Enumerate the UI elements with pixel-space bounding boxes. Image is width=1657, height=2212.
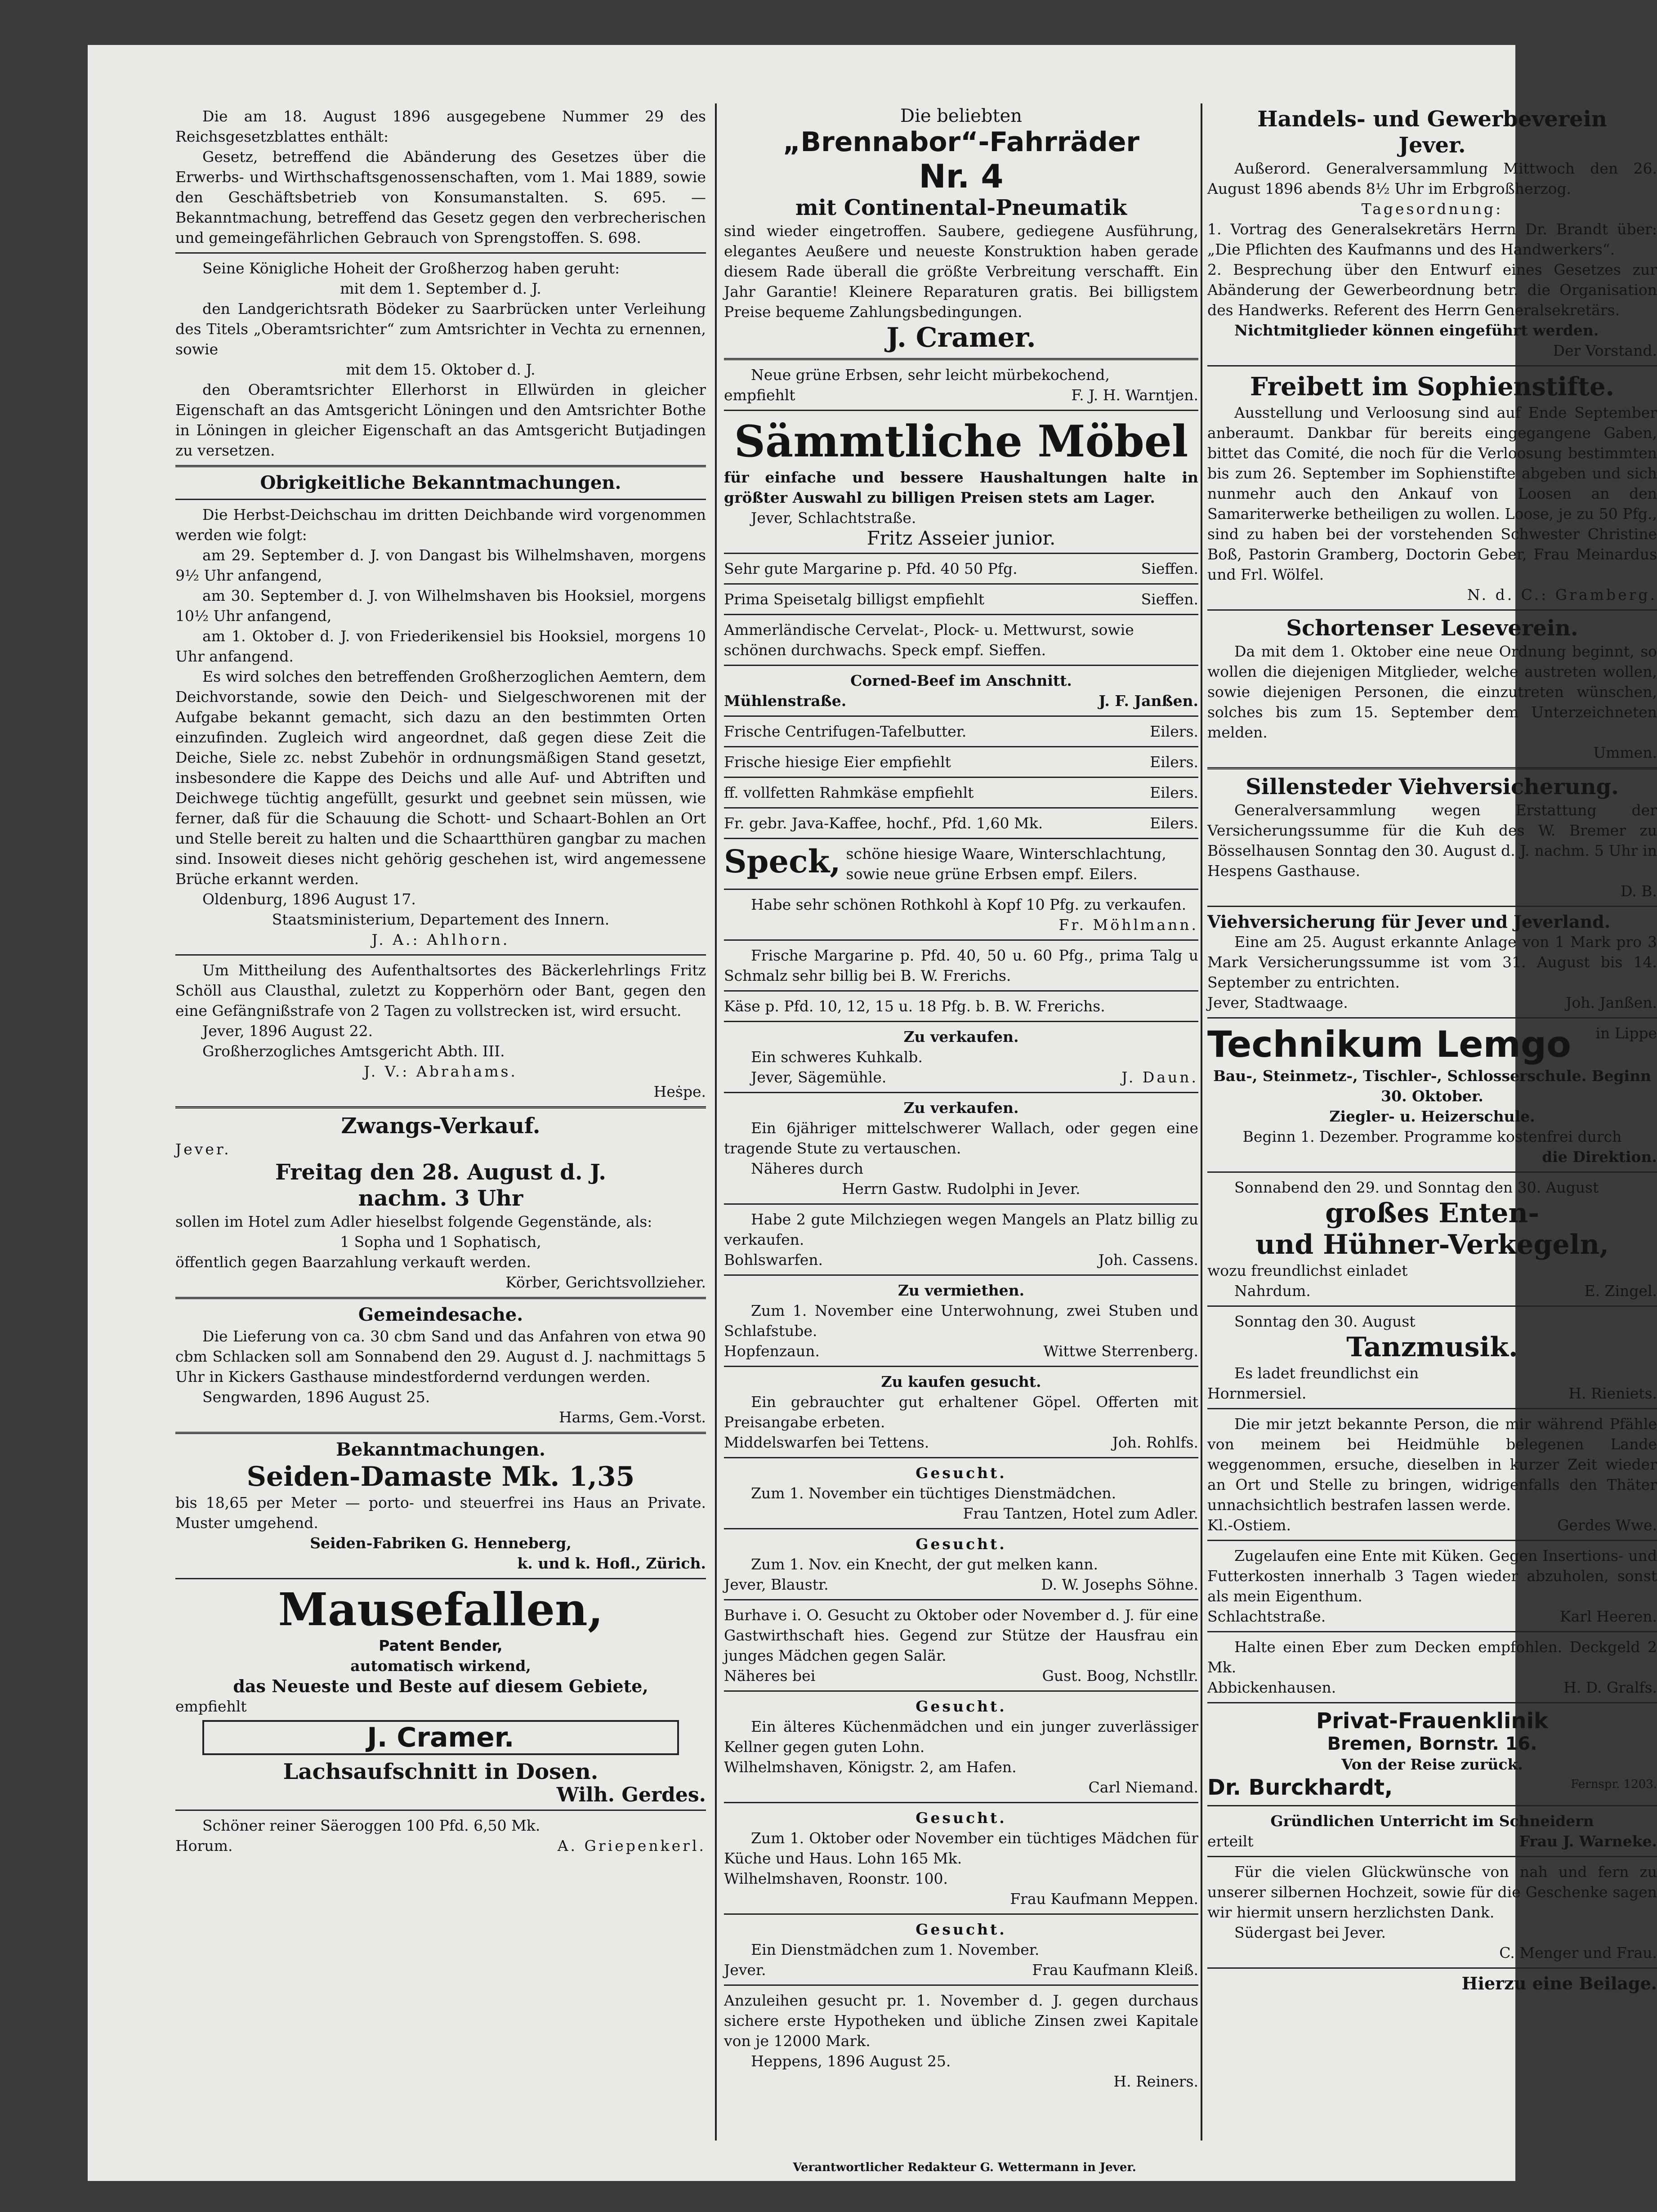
ad-calf: Zu verkaufen. Ein schweres Kuhkalb. Jever, Sägemühle. J. Daun. xyxy=(751,1028,1198,1086)
divider xyxy=(724,1913,1198,1915)
list-item: Frische Centrifugen-Tafelbutter. Eilers. xyxy=(724,723,1198,740)
ad-forced-sale: Zwangs-Verkauf. Jever. Freitag den 28. August d. J. nachm. 3 Uhr sollen im Hotel zum Adler hieselbst folgende Gegenstände, als: 1 Sopha und 1 Sophatisch, öffentlich gegen Baarzahlung verkauft werden. Körber, Gerichtsvollzieher. xyxy=(175,1113,706,1291)
divider xyxy=(724,715,1198,717)
column-3 xyxy=(1207,103,1657,2141)
ad-goats: Habe 2 gute Milchziegen wegen Mangels an Platz billig zu verkaufen. Bohlswarfen. Joh. Cassens. xyxy=(724,1211,1198,1269)
ad-furniture: Sämmtliche Möbel für einfache und bessere Haushaltungen halte in größter Auswahl zu billigen Preisen stets am Lager. Jever, Schlachtstraße. Fritz Asseier junior. xyxy=(724,416,1198,549)
ad-rye: Schöner reiner Säeroggen 100 Pfd. 6,50 Mk. Horum. A. Griepenkerl. xyxy=(175,1817,706,1855)
ad-mousetraps: Mausefallen, Patent Bender, automatisch wirkend, das Neueste und Beste auf diesem Gebiete, empfiehlt J. Cramer. xyxy=(175,1584,706,1755)
ad-dance: Sonntag den 30. August Tanzmusik. Es ladet freundlichst ein Hornmersiel. H. Rieniets. xyxy=(1207,1313,1657,1402)
divider xyxy=(1207,1967,1657,1969)
column-2 xyxy=(724,103,1198,2141)
divider xyxy=(724,838,1198,839)
list-item: Sehr gute Margarine p. Pfd. 40 50 Pfg. Sieffen. xyxy=(724,560,1198,577)
ad-cattle-insurance: Viehversicherung für Jever und Jeverland. Eine am 25. August erkannte Anlage von 1 Mark pro 3 Mark Versicherungssumme ist vom 31. August bis 14. September zu entrichten. Jever, Stadtwaage. Joh. Janßen. xyxy=(1207,912,1657,1011)
divider xyxy=(724,358,1198,360)
ads-eilers xyxy=(724,721,1198,833)
list-item: Prima Speisetalg billigst empfiehlt Sieffen. xyxy=(724,590,1198,608)
ad-wanted-2: Gesucht. Zum 1. Nov. ein Knecht, der gut melken kann. Jever, Blaustr. D. W. Josephs Söhne. xyxy=(724,1535,1198,1593)
divider xyxy=(175,1578,706,1579)
divider xyxy=(1207,609,1657,611)
divider xyxy=(1207,1305,1657,1307)
list-item: Frische Margarine p. Pfd. 40, 50 u. 60 Pfg., prima Talg u Schmalz sehr billig bei B. W. Frerichs. xyxy=(724,947,1198,984)
ad-wanted-3: Gesucht. Ein älteres Küchenmädchen und ein junger zuverlässiger Kellner gegen guten Lohn. Wilhelmshaven, Königstr. 2, am Hafen. Carl Niemand. xyxy=(724,1698,1198,1796)
divider xyxy=(1207,1702,1657,1703)
editor-footer: Verantwortlicher Redakteur G. Wettermann in Jever. xyxy=(793,2161,1136,2174)
notice-grand-duke: Seine Königliche Hoheit der Großherzog haben geruht: mit dem 1. September d. J. den Landgerichtsrath Bödeker zu Saarbrücken unter Verleihung des Titels „Oberamtsrichter“ zum Amtsrichter in Vechta zu ernennen, sowie mit dem 15. Oktober d. J. den Oberamtsrichter Ellerhorst in Ellwürden in gleicher Eigenschaft an das Amtsgericht Löningen und den Amtsrichter Bothe in Löningen in gleicher Eigenschaft an das Amtsgericht Butjadingen zu versetzen. xyxy=(175,259,706,459)
ad-reading-club: Schortenser Leseverein. Da mit dem 1. Oktober eine neue Ordnung beginnt, so wollen die diejenigen Mitglieder, welche austreten wollen, sowie diejenigen Personen, die einzutreten wünschen, solches bis zum 15. September dem Unterzeichneten melden. Ummen. xyxy=(1207,616,1657,761)
divider xyxy=(724,1021,1198,1022)
divider xyxy=(1207,1631,1657,1632)
ads-frerichs xyxy=(724,945,1198,1016)
list-item: ff. vollfetten Rahmkäse empfiehlt Eilers. xyxy=(724,784,1198,801)
ad-technikum: Technikum Lemgo in Lippe Bau-, Steinmetz-, Tischler-, Schlosserschule. Beginn 30. Oktober. Ziegler- u. Heizerschule. Beginn 1. Dezember. Programme kostenfrei durch die Direktion. xyxy=(1207,1023,1657,1166)
ads-sieffen xyxy=(724,559,1198,660)
list-item: Frische hiesige Eier empfiehlt Eilers. xyxy=(724,753,1198,771)
divider xyxy=(724,990,1198,992)
divider xyxy=(724,1366,1198,1367)
notice-whereabouts: Um Mittheilung des Aufenthaltsortes des Bäckerlehrlings Fritz Schöll aus Clausthal, zuletzt zu Kopperhörn oder Bant, gegen den eine Gefängnißstrafe von 2 Tagen zu vollstrecken ist, wird ersucht. Jever, 1896 August 22. Großherzogliches Amtsgericht Abth. III. J. V.: Abrahams. Heṡpe. xyxy=(175,961,706,1100)
divider xyxy=(724,410,1198,411)
divider xyxy=(724,777,1198,778)
ad-salmon: Lachsaufschnitt in Dosen. Wilh. Gerdes. xyxy=(283,1759,706,1806)
divider xyxy=(175,252,706,254)
ad-clinic: Privat-Frauenklinik Bremen, Bornstr. 16. Von der Reise zurück. Dr. Burckhardt, Fernspr. 1203. xyxy=(1207,1708,1657,1800)
divider xyxy=(1207,1856,1657,1857)
divider xyxy=(724,1457,1198,1458)
divider xyxy=(1207,1017,1657,1019)
divider xyxy=(724,1203,1198,1205)
ad-thanks: Für die vielen Glückwünsche von nah und fern zu unserer silbernen Hochzeit, sowie für die Geschenke sagen wir hiermit unsern herzlichsten Dank. Südergast bei Jever. C. Menger und Frau. xyxy=(1207,1863,1657,1962)
divider xyxy=(1207,1540,1657,1541)
divider xyxy=(724,1802,1198,1803)
ad-peas: Neue grüne Erbsen, sehr leicht mürbekochend, empfiehlt F. J. H. Warntjen. xyxy=(724,366,1198,404)
ad-sillenstede: Sillensteder Viehversicherung. Generalversammlung wegen Erstattung der Versicherungssumme für die Kuh des W. Bremer zu Bösselhausen Sonntag den 30. August d. J. nachm. 5 Uhr in Hespens Gasthause. D. B. xyxy=(1207,774,1657,900)
divider xyxy=(724,1984,1198,1986)
list-item: Fr. gebr. Java-Kaffee, hochf., Pfd. 1,60 Mk. Eilers. xyxy=(724,814,1198,832)
ad-bacon: Speck, schöne hiesige Waare, Winterschlachtung, sowie neue grüne Erbsen empf. Eilers. xyxy=(724,843,1166,883)
divider xyxy=(724,614,1198,615)
divider xyxy=(1207,365,1657,366)
ad-red-cabbage: Habe sehr schönen Rothkohl à Kopf 10 Pfg. zu verkaufen. Fr. Möhlmann. xyxy=(751,896,1198,934)
ad-wanted-4: Gesucht. Zum 1. Oktober oder November ein tüchtiges Mädchen für Küche und Haus. Lohn 165 Mk. Wilhelmshaven, Roonstr. 100. Frau Kaufmann Meppen. xyxy=(724,1809,1198,1908)
ad-gelding: Zu verkaufen. Ein 6jähriger mittelschwerer Wallach, oder gegen eine tragende Stute zu vertauschen. Näheres durch Herrn Gastw. Rudolphi in Jever. xyxy=(724,1099,1198,1198)
ad-wanted-1: Gesucht. Zum 1. November ein tüchtiges Dienstmädchen. Frau Tantzen, Hotel zum Adler. xyxy=(751,1464,1198,1522)
divider xyxy=(724,746,1198,747)
ad-posts: Die mir jetzt bekannte Person, die mir während Pfähle von meinem bei Heidmühle belegenen Lande weggenommen, ersuche, dieselben in kurzer Zeit wieder an Ort und Stelle zu bringen, widrigenfalls den Thäter unnachsichtlich bestrafen lassen werde. Kl.-Ostiem. Gerdes Wwe. xyxy=(1207,1415,1657,1534)
list-item: Käse p. Pfd. 10, 12, 15 u. 18 Pfg. b. B. W. Frerichs. xyxy=(724,997,1105,1015)
section-title: Obrigkeitliche Bekanntmachungen. xyxy=(260,472,621,493)
ad-silk: Bekanntmachungen. Seiden-Damaste Mk. 1,35 bis 18,65 per Meter — porto- und steuerfrei ins Haus an Private. Muster umgehend. Seiden-Fabriken G. Henneberg, k. und k. Hofl., Zürich. xyxy=(175,1439,706,1572)
ad-sophienstift: Freibett im Sophienstifte. Ausstellung und Verloosung sind auf Ende September anberaumt. Dankbar für bereits eingegangene Gaben, bittet das Comité, die noch für die Verloosung bestimmten bis zum 26. September im Sophienstifte abgeben und sich nunmehr auch den Ankauf von Loosen an den Samariterwerke betheiligen zu wollen. Loose, je zu 50 Pfg., sind zu haben bei der vorstehenden Schwester Christine Boß, Pastorin Gramberg, Doctorin Geber, Frau Meinardus und Frl. Wölfel. N. d. C.: Gramberg. xyxy=(1207,372,1657,603)
divider xyxy=(1207,1171,1657,1173)
ad-trade-association: Handels- und Gewerbeverein Jever. Außerord. Generalversammlung Mittwoch den 26. August 1896 abends 8½ Uhr im Erbgroßherzog. Tagesordnung: 1. Vortrag des Generalsekretärs Herrn Dr. Brandt über: „Die Pflichten des Kaufmanns und des Handwerkers“. 2. Besprechung über den Entwurf eines Gesetzes zur Abänderung der Gewerbeordnung betr. die Organisation des Handwerks. Referent des Herrn Generalsekretärs. Nichtmitglieder können eingeführt werden. Der Vorstand. xyxy=(1207,107,1657,359)
list-item: Ammerländische Cervelat-, Plock- u. Mettwurst, sowie schönen durchwachs. Speck empf. Sieffen. xyxy=(724,621,1134,659)
notice-authorities: Obrigkeitliche Bekanntmachungen. Die Herbst-Deichschau im dritten Deichbande wird vorgenommen werden wie folgt: am 29. September d. J. von Dangast bis Wilhelmshaven, morgens 9½ Uhr anfangend, am 30. September d. J. von Wilhelmshaven bis Hooksiel, morgens 10½ Uhr anfangend, am 1. Oktober d. J. von Friederikensiel bis Hooksiel, morgens 10 Uhr anfangend. Es wird solches den betreffenden Großherzoglichen Aemtern, dem Deichvorstande, sowie den Deich- und Sielgeschworenen mit der Aufgabe bekannt gemacht, sich dazu an den bestimmten Orten einzufinden. Zugleich wird angeordnet, daß gegen diese Zeit die Deiche, Siele zc. nebst Zubehör in ordnungsmäßigen Stand gesetzt, insbesondere die Kappe des Deichs und alle Auf- und Abtriften und Deichwege tüchtig angefüllt, gesurkt und geebnet sein müssen, wie ferner, daß für die Schauung die Schott- und Schaart-Bohlen an Ort und Stelle bereit zu halten und die Schaartthüren gangbar zu machen sind. Insoweit dieses nicht gehörig geschehen ist, wird angemessene Brüche erkannt werden. Oldenburg, 1896 August 17. Staatsministerium, Departement des Innern. J. A.: Ahlhorn. xyxy=(175,472,706,948)
ad-burhave: Burhave i. O. Gesucht zu Oktober oder November d. J. für eine Gastwirthschaft hies. Gegend zur Stütze der Hausfrau ein junges Mädchen gegen Salär. Näheres bei Gust. Boog, Nchstllr. xyxy=(724,1606,1198,1685)
ad-loan: Anzuleihen gesucht pr. 1. November d. J. gegen durchaus sichere erste Hypotheken und übliche Zinsen zwei Kapitale von je 12000 Mark. Heppens, 1896 August 25. H. Reiners. xyxy=(724,1992,1198,2090)
ad-duck: Zugelaufen eine Ente mit Küken. Gegen Insertions- und Futterkosten innerhalb 3 Tagen wieder abzuholen, sonst als mein Eigenthum. Schlachtstraße. Karl Heeren. xyxy=(1207,1547,1657,1625)
column-1 xyxy=(175,103,706,2141)
divider xyxy=(175,1810,706,1811)
divider xyxy=(175,1297,706,1299)
column-rule xyxy=(715,103,717,2141)
ad-brennabor: Die beliebten „Brennabor“-Fahrräder Nr. 4 mit Continental-Pneumatik sind wieder eingetroffen. Saubere, gediegene Ausführung, elegantes Aeußere und neueste Konstruktion haben gerade diesem Rade überall die größte Verbreitung verschafft. Ein Jahr Garantie! Kleinere Reparaturen gratis. Bei billigstem Preise bequeme Zahlungsbedingungen. J. Cramer. xyxy=(724,106,1198,353)
divider xyxy=(724,1599,1198,1600)
divider xyxy=(1207,1408,1657,1409)
column-rule xyxy=(1201,103,1202,2141)
notice-reichsgesetzblatt: Die am 18. August 1896 ausgegebene Nummer 29 des Reichsgesetzblattes enthält: Gesetz, betreffend die Abänderung des Gesetzes über die Erwerbs- und Wirthschaftsgenossenschaften, vom 1. Mai 1889, sowie den Geschäftsbetrieb von Konsumanstalten. S. 695. — Bekanntmachung, betreffend das Gesetz gegen den verbrecherischen und gemeingefährlichen Gebrauch von Sprengstoffen. S. 698. xyxy=(175,107,706,246)
ad-goepel: Zu kaufen gesucht. Ein gebrauchter gut erhaltener Göpel. Offerten mit Preisangabe erbeten. Middelswarfen bei Tettens. Joh. Rohlfs. xyxy=(724,1373,1198,1451)
divider xyxy=(175,1106,706,1108)
ad-tailoring: Gründlichen Unterricht im Schneidern erteilt Frau J. Warneke. xyxy=(1207,1812,1657,1850)
ad-rent: Zu vermiethen. Zum 1. November eine Unterwohnung, zwei Stuben und Schlafstube. Hopfenzaun. Wittwe Sterrenberg. xyxy=(724,1282,1198,1360)
ad-bowling: Sonnabend den 29. und Sonntag den 30. August großes Enten- und Hühner-Verkegeln, wozu freundlichst einladet Nahrdum. E. Zingel. xyxy=(1207,1179,1657,1300)
divider xyxy=(724,889,1198,890)
divider xyxy=(1207,1805,1657,1806)
divider xyxy=(1207,906,1657,907)
divider xyxy=(175,499,706,500)
ad-corned-beef: Corned-Beef im Anschnitt. Mühlenstraße. J. F. Janßen. xyxy=(724,672,1198,710)
newspaper-page xyxy=(88,45,1657,2181)
ad-boar: Halte einen Eber zum Decken empfohlen. Deckgeld 2 Mk. Abbickenhausen. H. D. Gralfs. xyxy=(1207,1638,1657,1696)
divider xyxy=(724,807,1198,809)
divider xyxy=(724,1274,1198,1276)
supplement-note: Hierzu eine Beilage. xyxy=(1461,1973,1657,1993)
divider xyxy=(724,553,1198,554)
ad-wanted-5: Gesucht. Ein Dienstmädchen zum 1. November. Jever. Frau Kaufmann Kleiß. xyxy=(724,1921,1198,1979)
divider xyxy=(1207,767,1657,769)
divider xyxy=(724,583,1198,585)
divider xyxy=(724,939,1198,941)
divider xyxy=(724,1092,1198,1093)
divider xyxy=(724,1528,1198,1529)
divider xyxy=(175,954,706,956)
divider xyxy=(724,1690,1198,1692)
divider xyxy=(724,665,1198,666)
notice-community: Gemeindesache. Die Lieferung von ca. 30 cbm Sand und das Anfahren von etwa 90 cbm Schlacken soll am Sonnabend den 29. August d. J. nachmittags 5 Uhr in Kickers Gasthause mindestfordernd verdungen werden. Sengwarden, 1896 August 25. Harms, Gem.-Vorst. xyxy=(175,1304,706,1426)
divider xyxy=(175,1432,706,1434)
divider xyxy=(175,465,706,467)
